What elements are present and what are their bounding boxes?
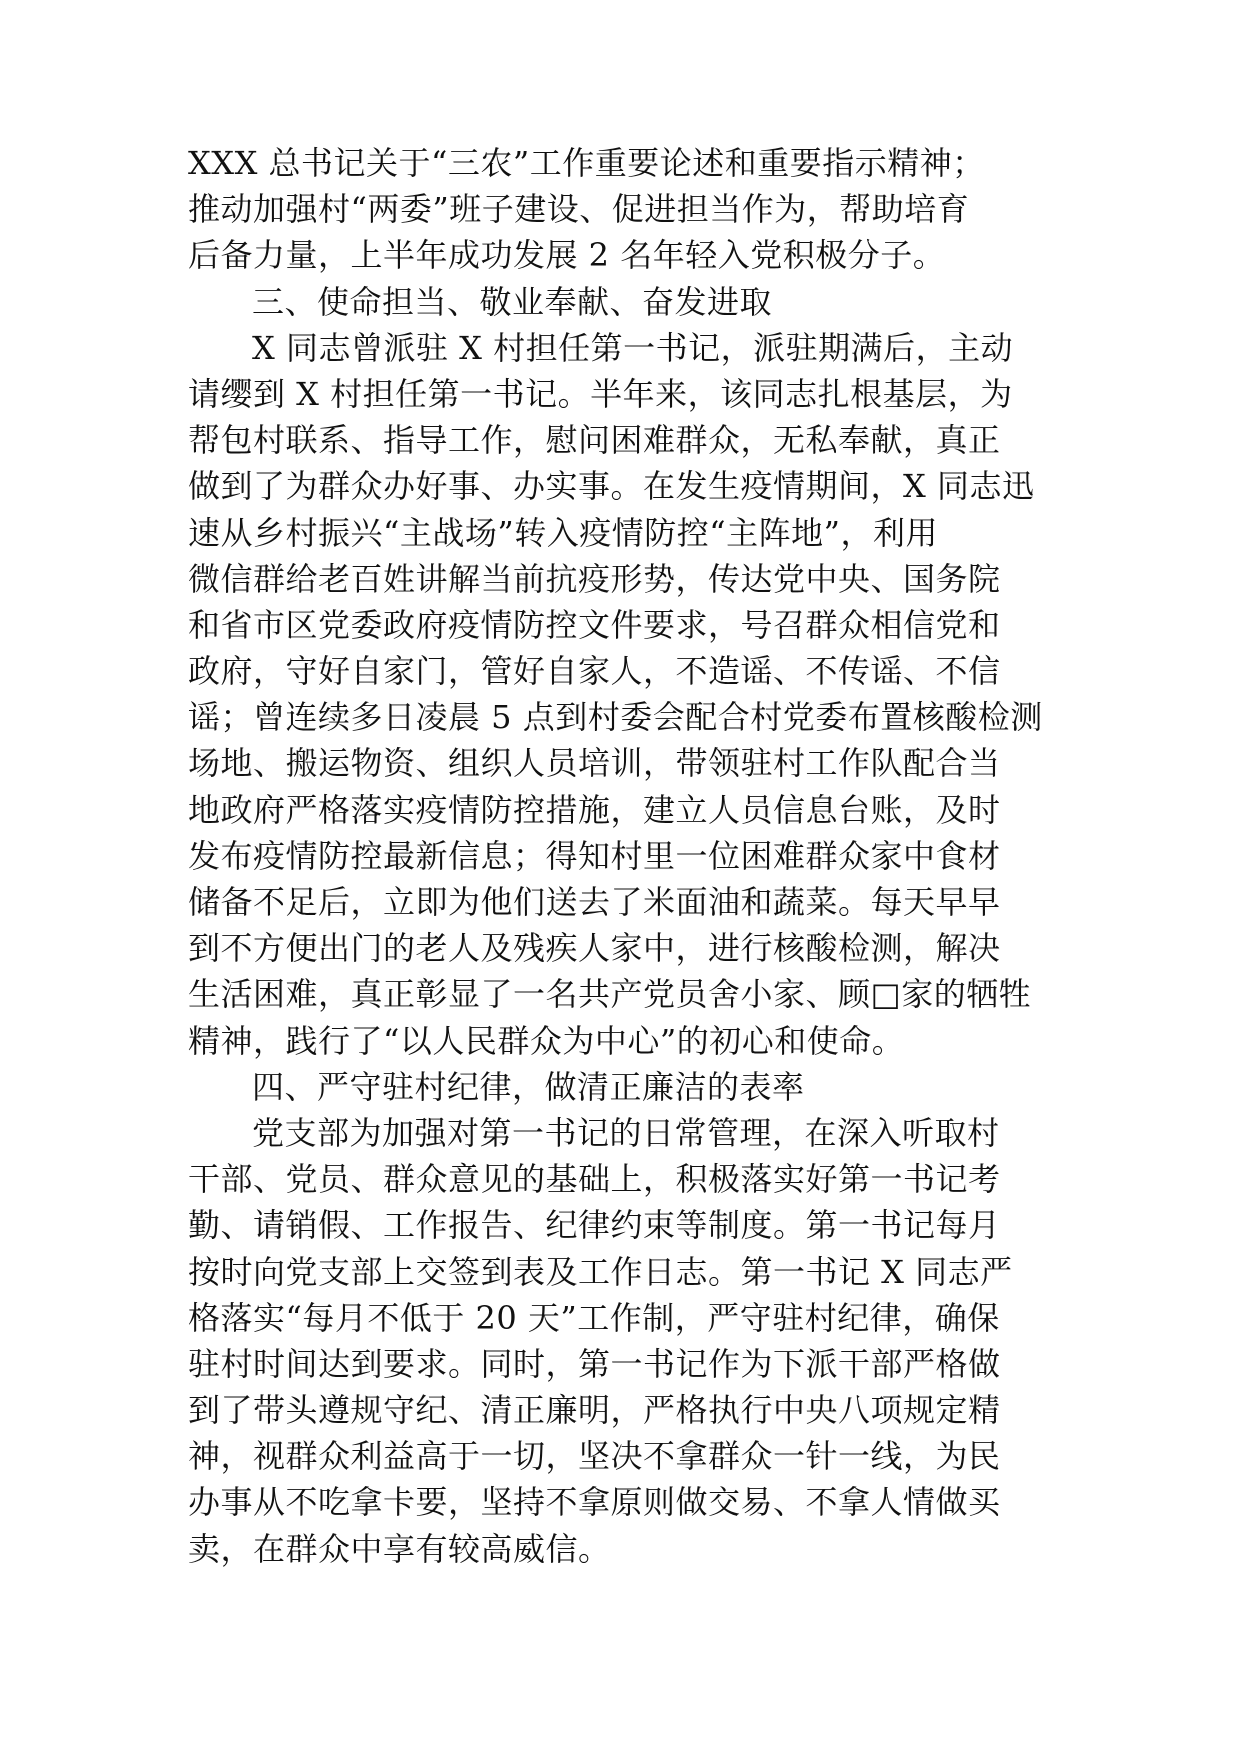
text-line: 请缨到 X 村担任第一书记。半年来，该同志扎根基层，为 (188, 374, 1013, 413)
text-line: 神，视群众利益高于一切，坚决不拿群众一针一线，为民 (188, 1437, 1001, 1476)
text-line: 三、使命担当、敬业奉献、奋发进取 (252, 282, 773, 321)
text-line: 发布疫情防控最新信息；得知村里一位困难群众家中食材 (188, 836, 1001, 875)
text-line: 做到了为群众办好事、办实事。在发生疫情期间，X 同志迅 (188, 467, 1035, 506)
text-line: 地政府严格落实疫情防控措施，建立人员信息台账，及时 (188, 790, 1001, 829)
text-line: 精神，践行了“以人民群众为中心”的初心和使命。 (188, 1021, 905, 1060)
text-line: 格落实“每月不低于 20 天”工作制，严守驻村纪律，确保 (188, 1298, 1000, 1337)
text-line: 后备力量，上半年成功发展 2 名年轻入党积极分子。 (188, 236, 946, 275)
text-line: 卖，在群众中享有较高威信。 (188, 1529, 611, 1568)
text-line: 帮包村联系、指导工作，慰问困难群众，无私奉献，真正 (188, 421, 1001, 460)
text-line: 谣；曾连续多日凌晨 5 点到村委会配合村党委布置核酸检测 (188, 698, 1043, 737)
text-line: 生活困难，真正彰显了一名共产党员舍小家、顾□家的牺牲 (188, 975, 1032, 1014)
text-line: 场地、搬运物资、组织人员培训，带领驻村工作队配合当 (188, 744, 1001, 783)
text-line: 和省市区党委政府疫情防控文件要求，号召群众相信党和 (188, 605, 1001, 644)
text-line: 四、严守驻村纪律，做清正廉洁的表率 (252, 1067, 805, 1106)
text-line: 到了带头遵规守纪、清正廉明，严格执行中央八项规定精 (188, 1391, 1001, 1430)
text-line: 推动加强村“两委”班子建设、促进担当作为，帮助培育 (188, 190, 970, 229)
text-line: X 同志曾派驻 X 村担任第一书记，派驻期满后，主动 (252, 328, 1014, 367)
text-line: 到不方便出门的老人及残疾人家中，进行核酸检测，解决 (188, 929, 1001, 968)
text-line: 勤、请销假、工作报告、纪律约束等制度。第一书记每月 (188, 1206, 1001, 1245)
text-line: 速从乡村振兴“主战场”转入疫情防控“主阵地”，利用 (188, 513, 938, 552)
text-line: 政府，守好自家门，管好自家人，不造谣、不传谣、不信 (188, 652, 1001, 691)
text-line: 按时向党支部上交签到表及工作日志。第一书记 X 同志严 (188, 1252, 1013, 1291)
text-line: 党支部为加强对第一书记的日常管理，在深入听取村 (252, 1113, 1000, 1152)
text-line: 微信群给老百姓讲解当前抗疫形势，传达党中央、国务院 (188, 559, 1001, 598)
text-line: 驻村时间达到要求。同时，第一书记作为下派干部严格做 (188, 1344, 1001, 1383)
text-line: XXX 总书记关于“三农”工作重要论述和重要指示精神； (188, 144, 985, 182)
text-line: 储备不足后，立即为他们送去了米面油和蔬菜。每天早早 (188, 883, 1001, 921)
document-page (188, 140, 1060, 1572)
text-line: 办事从不吃拿卡要，坚持不拿原则做交易、不拿人情做买 (188, 1483, 1001, 1522)
text-line: 干部、党员、群众意见的基础上，积极落实好第一书记考 (188, 1160, 1001, 1199)
